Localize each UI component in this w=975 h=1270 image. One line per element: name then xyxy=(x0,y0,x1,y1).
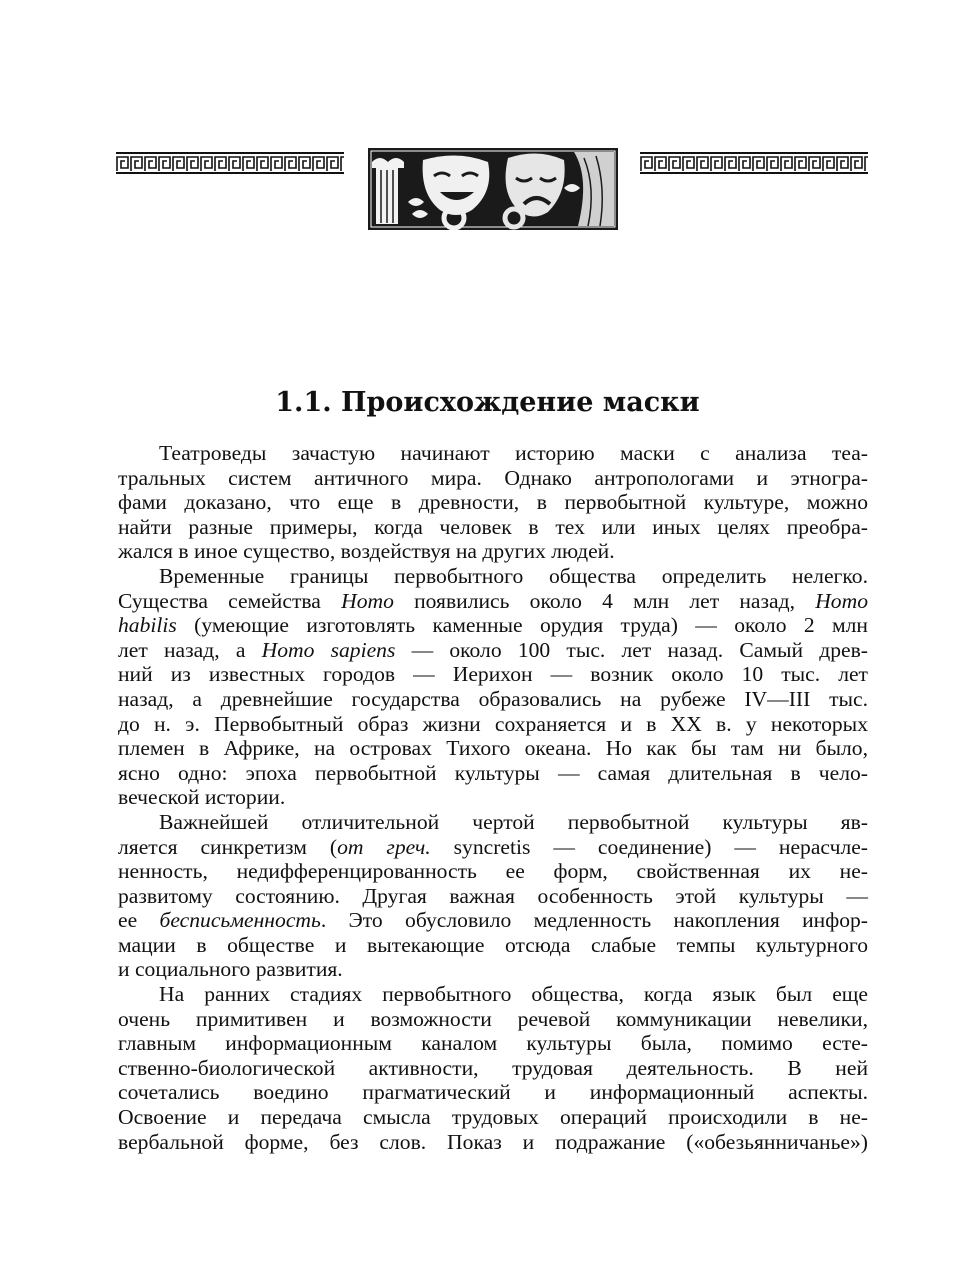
text-line: ляется синкретизм (от греч. syncretis — соединение) — нерасчле- xyxy=(118,834,868,859)
text-line: ний из известных городов — Иерихон — возник около 10 тыс. лет xyxy=(118,662,868,687)
text-line: Важнейшей отличительной чертой первобытной культуры яв- xyxy=(159,809,868,834)
text-line: ственно-биологической активности, трудовая деятельность. В ней xyxy=(118,1055,868,1080)
section-heading: 1.1. Происхождение маски xyxy=(275,387,700,418)
text-line: Театроведы зачастую начинают историю маски с анализа теа- xyxy=(159,441,868,465)
text-line: Существа семейства Homo появились около 4 млн лет назад, Homo xyxy=(118,588,868,613)
text-line: и социального развития. xyxy=(118,957,343,982)
text-line: ясно одно: эпоха первобытной культуры — самая длительная в чело- xyxy=(118,760,868,785)
text-line: развитому состоянию. Другая важная особенность этой культуры — xyxy=(118,883,868,908)
text-line: На ранних стадиях первобытного общества, когда язык был еще xyxy=(159,982,868,1007)
text-line: назад, а древнейшие государства образовались на рубеже IV—III тыс. xyxy=(118,686,868,711)
chapter-ornament xyxy=(116,148,868,230)
body-text xyxy=(118,441,868,1154)
text-line: тральных систем античного мира. Однако антропологами и этногра- xyxy=(118,465,868,490)
text-line: ее бесписьменность. Это обусловило медленность накопления инфор- xyxy=(118,908,868,933)
text-line: племен в Африке, на островах Тихого океана. Но как бы там ни было, xyxy=(118,736,868,761)
text-line: главным информационным каналом культуры была, помимо есте- xyxy=(118,1031,868,1056)
text-line: фами доказано, что еще в древности, в первобытной культуре, можно xyxy=(118,490,868,515)
text-line: мации в обществе и вытекающие отсюда слабые темпы культурного xyxy=(118,932,868,957)
text-line: ненность, недифференцированность ее форм, свойственная их не- xyxy=(118,859,868,884)
theatre-masks-icon xyxy=(368,148,618,230)
text-line: веческой истории. xyxy=(118,785,286,810)
text-line: вербальной форме, без слов. Показ и подражание («обезьянничанье») xyxy=(118,1129,868,1154)
text-line: habilis (умеющие изготовлять каменные орудия труда) — около 2 млн xyxy=(118,613,868,638)
greek-key-border-right xyxy=(640,152,868,174)
text-line: жался в иное существо, воздействуя на других людей. xyxy=(118,539,615,564)
text-line: Освоение и передача смысла трудовых операций происходили в не- xyxy=(118,1105,868,1130)
text-line: Временные границы первобытного общества определить нелегко. xyxy=(159,563,868,588)
text-line: найти разные примеры, когда человек в тех или иных целях преобра- xyxy=(118,514,868,539)
text-line: очень примитивен и возможности речевой коммуникации невелики, xyxy=(118,1006,868,1031)
text-line: сочетались воедино прагматический и информационный аспекты. xyxy=(118,1080,868,1105)
text-line: лет назад, а Homo sapiens — около 100 тыс. лет назад. Самый древ- xyxy=(118,637,869,662)
text-line: до н. э. Первобытный образ жизни сохраняется и в XX в. у некоторых xyxy=(118,711,868,736)
greek-key-border-left xyxy=(116,152,344,174)
